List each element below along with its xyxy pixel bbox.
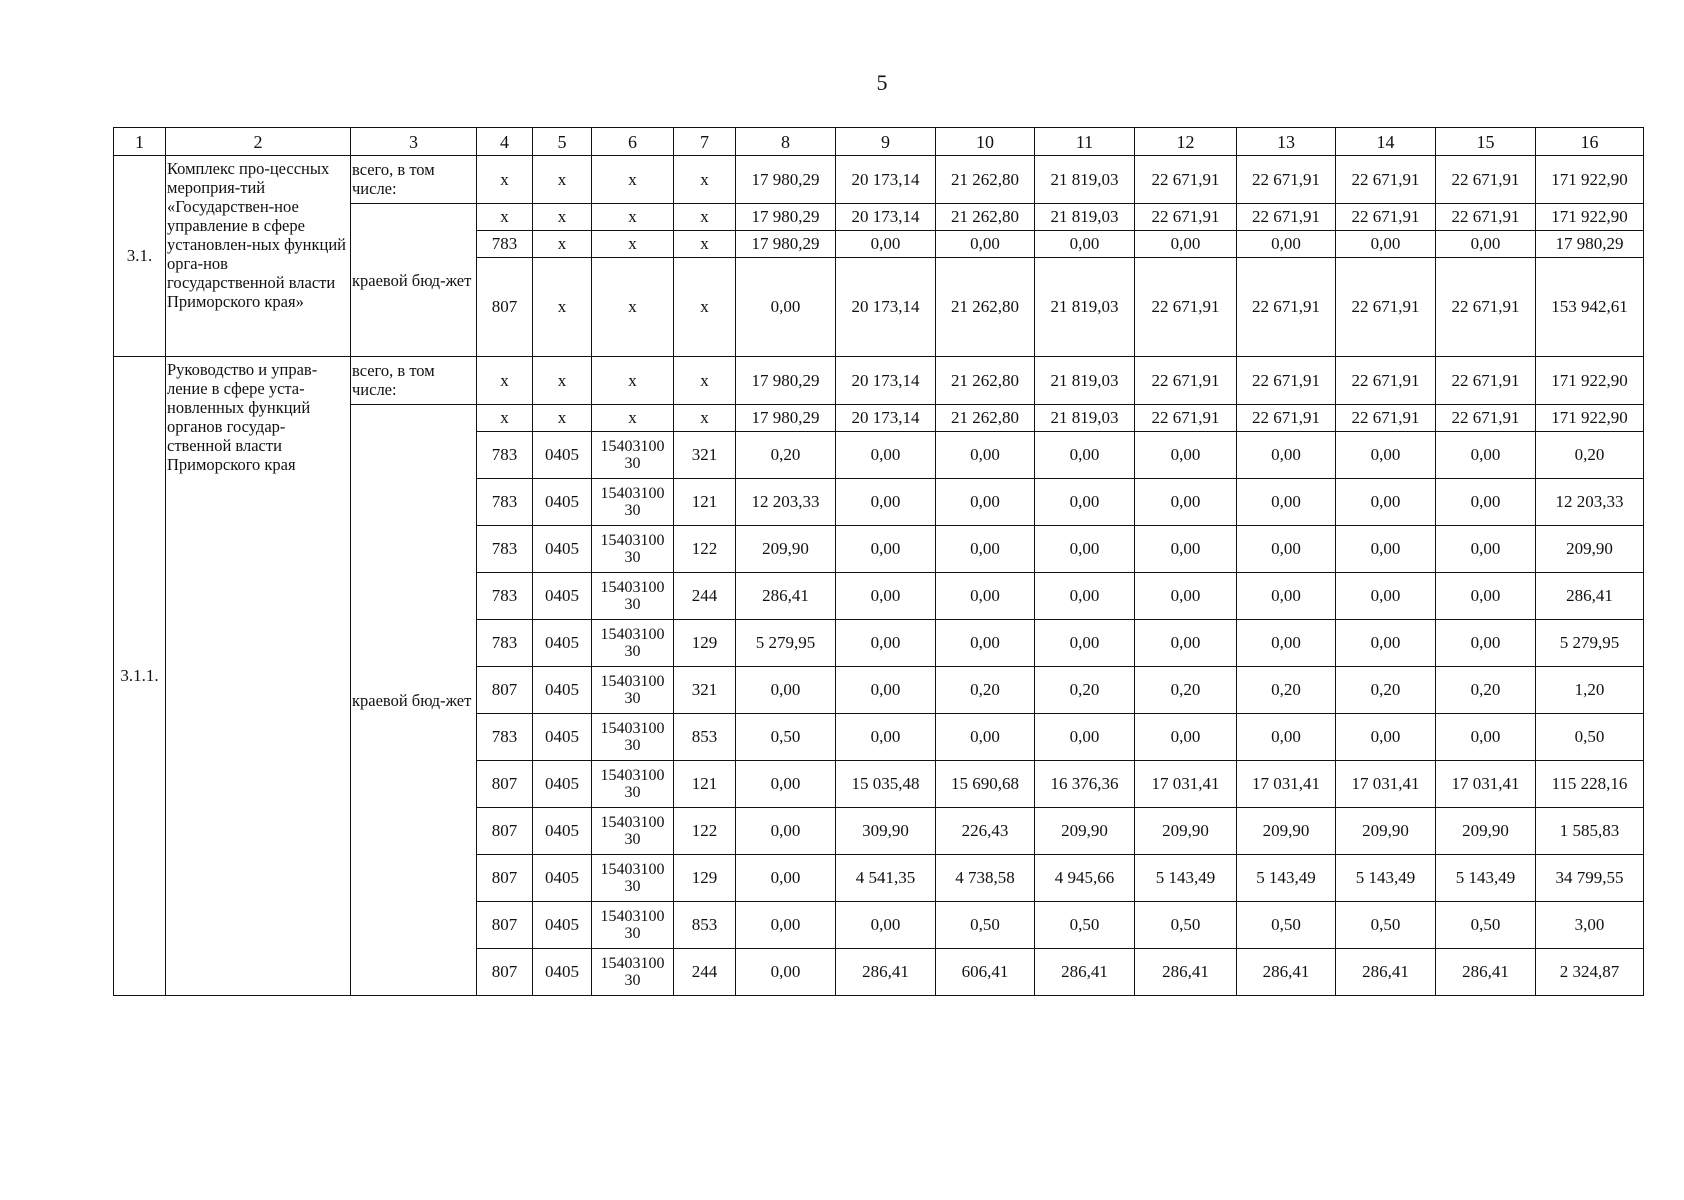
item-number: 3.1.1. (114, 357, 166, 996)
total-col-16: 171 922,90 (1536, 405, 1644, 432)
amount-col-13: 286,41 (1237, 949, 1336, 996)
amount-col-12: 22 671,91 (1135, 156, 1237, 204)
section-code: 0405 (533, 620, 592, 667)
section-code: 0405 (533, 526, 592, 573)
amount-col-15: 0,00 (1436, 231, 1536, 258)
total-col-16: 12 203,33 (1536, 479, 1644, 526)
total-col-16: 171 922,90 (1536, 204, 1644, 231)
amount-col-11: 0,50 (1035, 902, 1135, 949)
header-cell: 8 (736, 128, 836, 156)
section-code: 0405 (533, 855, 592, 902)
header-cell: 13 (1237, 128, 1336, 156)
total-col-16: 286,41 (1536, 573, 1644, 620)
amount-col-15: 22 671,91 (1436, 405, 1536, 432)
table-row (114, 357, 1644, 405)
expense-type: x (674, 258, 736, 357)
amount-col-10: 0,00 (936, 714, 1035, 761)
amount-col-13: 209,90 (1237, 808, 1336, 855)
amount-col-14: 0,00 (1336, 714, 1436, 761)
amount-col-9: 0,00 (836, 620, 936, 667)
amount-col-15: 209,90 (1436, 808, 1536, 855)
amount-col-15: 22 671,91 (1436, 357, 1536, 405)
target-code: 807 (477, 258, 533, 357)
expense-code: x (592, 204, 674, 231)
amount-col-11: 0,00 (1035, 479, 1135, 526)
amount-col-11: 21 819,03 (1035, 405, 1135, 432)
amount-col-15: 0,00 (1436, 620, 1536, 667)
amount-col-13: 22 671,91 (1237, 156, 1336, 204)
header-cell: 3 (351, 128, 477, 156)
expense-type: 244 (674, 573, 736, 620)
expense-code: 15403100 30 (592, 573, 674, 620)
amount-col-14: 22 671,91 (1336, 156, 1436, 204)
amount-col-13: 22 671,91 (1237, 405, 1336, 432)
target-code: 783 (477, 714, 533, 761)
expense-code: x (592, 231, 674, 258)
amount-col-15: 0,00 (1436, 432, 1536, 479)
amount-col-9: 0,00 (836, 479, 936, 526)
amount-col-13: 0,20 (1237, 667, 1336, 714)
total-col-16: 153 942,61 (1536, 258, 1644, 357)
total-col-16: 34 799,55 (1536, 855, 1644, 902)
target-code: 807 (477, 855, 533, 902)
section-code: x (533, 258, 592, 357)
funding-total-label: всего, в том числе: (351, 357, 477, 405)
section-code: x (533, 357, 592, 405)
expense-type: 321 (674, 432, 736, 479)
target-code: 783 (477, 479, 533, 526)
expense-code: x (592, 405, 674, 432)
header-cell: 12 (1135, 128, 1237, 156)
total-col-16: 1,20 (1536, 667, 1644, 714)
amount-col-11: 21 819,03 (1035, 357, 1135, 405)
section-code: 0405 (533, 949, 592, 996)
expense-type: 121 (674, 761, 736, 808)
expense-code: 15403100 30 (592, 667, 674, 714)
amount-col-14: 0,00 (1336, 432, 1436, 479)
target-code: 807 (477, 761, 533, 808)
amount-col-14: 0,20 (1336, 667, 1436, 714)
amount-col-11: 0,00 (1035, 714, 1135, 761)
expense-code: x (592, 357, 674, 405)
header-cell: 5 (533, 128, 592, 156)
total-col-16: 171 922,90 (1536, 156, 1644, 204)
amount-col-8: 0,50 (736, 714, 836, 761)
amount-col-8: 286,41 (736, 573, 836, 620)
amount-col-15: 0,50 (1436, 902, 1536, 949)
amount-col-9: 0,00 (836, 432, 936, 479)
amount-col-11: 0,00 (1035, 620, 1135, 667)
total-col-16: 2 324,87 (1536, 949, 1644, 996)
header-cell: 2 (166, 128, 351, 156)
target-code: 783 (477, 432, 533, 479)
amount-col-8: 12 203,33 (736, 479, 836, 526)
amount-col-13: 0,00 (1237, 714, 1336, 761)
expense-type: 121 (674, 479, 736, 526)
amount-col-11: 4 945,66 (1035, 855, 1135, 902)
amount-col-15: 22 671,91 (1436, 258, 1536, 357)
expense-code: 15403100 30 (592, 949, 674, 996)
amount-col-12: 0,00 (1135, 526, 1237, 573)
amount-col-11: 0,20 (1035, 667, 1135, 714)
section-code: 0405 (533, 432, 592, 479)
expense-type: 122 (674, 808, 736, 855)
expense-type: 853 (674, 902, 736, 949)
amount-col-15: 0,20 (1436, 667, 1536, 714)
amount-col-10: 4 738,58 (936, 855, 1035, 902)
amount-col-15: 0,00 (1436, 714, 1536, 761)
expense-code: 15403100 30 (592, 526, 674, 573)
amount-col-9: 20 173,14 (836, 357, 936, 405)
amount-col-8: 0,00 (736, 902, 836, 949)
header-row (114, 128, 1644, 156)
expense-type: 122 (674, 526, 736, 573)
amount-col-15: 17 031,41 (1436, 761, 1536, 808)
target-code: x (477, 405, 533, 432)
section-code: 0405 (533, 761, 592, 808)
amount-col-9: 0,00 (836, 667, 936, 714)
amount-col-10: 0,00 (936, 231, 1035, 258)
amount-col-11: 21 819,03 (1035, 204, 1135, 231)
expense-type: 244 (674, 949, 736, 996)
header-cell: 6 (592, 128, 674, 156)
section-code: x (533, 405, 592, 432)
amount-col-14: 286,41 (1336, 949, 1436, 996)
amount-col-9: 0,00 (836, 231, 936, 258)
expense-type: 129 (674, 620, 736, 667)
expense-code: 15403100 30 (592, 479, 674, 526)
amount-col-8: 17 980,29 (736, 204, 836, 231)
amount-col-15: 0,00 (1436, 526, 1536, 573)
expense-code: 15403100 30 (592, 432, 674, 479)
amount-col-9: 0,00 (836, 902, 936, 949)
header-cell: 10 (936, 128, 1035, 156)
amount-col-10: 21 262,80 (936, 405, 1035, 432)
amount-col-13: 0,00 (1237, 479, 1336, 526)
expense-code: 15403100 30 (592, 620, 674, 667)
section-code: x (533, 204, 592, 231)
expense-code: x (592, 258, 674, 357)
amount-col-13: 0,50 (1237, 902, 1336, 949)
expense-code: x (592, 156, 674, 204)
expense-type: x (674, 357, 736, 405)
amount-col-9: 20 173,14 (836, 258, 936, 357)
target-code: 783 (477, 231, 533, 258)
amount-col-9: 4 541,35 (836, 855, 936, 902)
expense-type: 129 (674, 855, 736, 902)
amount-col-10: 0,00 (936, 526, 1035, 573)
expense-type: x (674, 405, 736, 432)
table-row (114, 156, 1644, 204)
amount-col-9: 20 173,14 (836, 156, 936, 204)
expense-type: x (674, 204, 736, 231)
target-code: 807 (477, 949, 533, 996)
header-cell: 1 (114, 128, 166, 156)
amount-col-8: 0,00 (736, 667, 836, 714)
amount-col-10: 15 690,68 (936, 761, 1035, 808)
amount-col-10: 0,50 (936, 902, 1035, 949)
amount-col-9: 0,00 (836, 714, 936, 761)
amount-col-10: 21 262,80 (936, 357, 1035, 405)
amount-col-10: 0,00 (936, 620, 1035, 667)
amount-col-12: 0,20 (1135, 667, 1237, 714)
table-body (114, 128, 1644, 996)
amount-col-14: 0,00 (1336, 620, 1436, 667)
amount-col-12: 0,00 (1135, 432, 1237, 479)
amount-col-13: 22 671,91 (1237, 258, 1336, 357)
amount-col-11: 21 819,03 (1035, 258, 1135, 357)
amount-col-10: 0,00 (936, 479, 1035, 526)
amount-col-14: 0,50 (1336, 902, 1436, 949)
target-code: x (477, 204, 533, 231)
amount-col-14: 22 671,91 (1336, 357, 1436, 405)
amount-col-13: 22 671,91 (1237, 357, 1336, 405)
amount-col-13: 17 031,41 (1237, 761, 1336, 808)
amount-col-14: 209,90 (1336, 808, 1436, 855)
amount-col-12: 22 671,91 (1135, 357, 1237, 405)
amount-col-13: 0,00 (1237, 526, 1336, 573)
expense-code: 15403100 30 (592, 855, 674, 902)
amount-col-15: 22 671,91 (1436, 204, 1536, 231)
amount-col-15: 286,41 (1436, 949, 1536, 996)
amount-col-8: 17 980,29 (736, 357, 836, 405)
item-name: Комплекс про-цессных мероприя-тий «Государствен-ное управление в сфере установлен-ных функций орга-нов государственной власти Приморского края» (166, 156, 351, 357)
total-col-16: 209,90 (1536, 526, 1644, 573)
amount-col-14: 0,00 (1336, 526, 1436, 573)
amount-col-11: 0,00 (1035, 432, 1135, 479)
header-cell: 9 (836, 128, 936, 156)
amount-col-9: 15 035,48 (836, 761, 936, 808)
section-code: x (533, 156, 592, 204)
item-number: 3.1. (114, 156, 166, 357)
header-cell: 14 (1336, 128, 1436, 156)
expense-code: 15403100 30 (592, 808, 674, 855)
total-col-16: 171 922,90 (1536, 357, 1644, 405)
amount-col-9: 309,90 (836, 808, 936, 855)
total-col-16: 3,00 (1536, 902, 1644, 949)
section-code: x (533, 231, 592, 258)
target-code: 783 (477, 620, 533, 667)
header-cell: 11 (1035, 128, 1135, 156)
target-code: 783 (477, 526, 533, 573)
amount-col-12: 0,00 (1135, 573, 1237, 620)
amount-col-13: 22 671,91 (1237, 204, 1336, 231)
amount-col-12: 5 143,49 (1135, 855, 1237, 902)
target-code: x (477, 357, 533, 405)
total-col-16: 0,50 (1536, 714, 1644, 761)
section-code: 0405 (533, 479, 592, 526)
target-code: x (477, 156, 533, 204)
amount-col-10: 606,41 (936, 949, 1035, 996)
amount-col-12: 0,00 (1135, 620, 1237, 667)
amount-col-9: 286,41 (836, 949, 936, 996)
amount-col-10: 21 262,80 (936, 204, 1035, 231)
amount-col-14: 17 031,41 (1336, 761, 1436, 808)
amount-col-9: 20 173,14 (836, 204, 936, 231)
header-cell: 15 (1436, 128, 1536, 156)
amount-col-14: 22 671,91 (1336, 204, 1436, 231)
amount-col-13: 0,00 (1237, 231, 1336, 258)
expense-code: 15403100 30 (592, 902, 674, 949)
expense-type: x (674, 156, 736, 204)
item-name: Руководство и управ-ление в сфере уста-новленных функций органов государ-ственной власти Приморского края (166, 357, 351, 996)
section-code: 0405 (533, 573, 592, 620)
amount-col-11: 209,90 (1035, 808, 1135, 855)
amount-col-8: 0,20 (736, 432, 836, 479)
amount-col-12: 22 671,91 (1135, 258, 1237, 357)
amount-col-13: 5 143,49 (1237, 855, 1336, 902)
amount-col-11: 21 819,03 (1035, 156, 1135, 204)
amount-col-15: 5 143,49 (1436, 855, 1536, 902)
amount-col-8: 0,00 (736, 761, 836, 808)
amount-col-12: 0,00 (1135, 479, 1237, 526)
amount-col-11: 0,00 (1035, 573, 1135, 620)
amount-col-12: 0,50 (1135, 902, 1237, 949)
section-code: 0405 (533, 902, 592, 949)
section-code: 0405 (533, 667, 592, 714)
amount-col-14: 0,00 (1336, 479, 1436, 526)
amount-col-8: 0,00 (736, 258, 836, 357)
section-code: 0405 (533, 808, 592, 855)
amount-col-12: 0,00 (1135, 231, 1237, 258)
amount-col-13: 0,00 (1237, 432, 1336, 479)
amount-col-8: 0,00 (736, 949, 836, 996)
amount-col-12: 22 671,91 (1135, 204, 1237, 231)
amount-col-11: 16 376,36 (1035, 761, 1135, 808)
header-cell: 4 (477, 128, 533, 156)
funding-source-label: краевой бюд-жет (351, 204, 477, 357)
expense-code: 15403100 30 (592, 714, 674, 761)
amount-col-8: 5 279,95 (736, 620, 836, 667)
section-code: 0405 (533, 714, 592, 761)
amount-col-10: 21 262,80 (936, 156, 1035, 204)
amount-col-14: 0,00 (1336, 231, 1436, 258)
amount-col-13: 0,00 (1237, 620, 1336, 667)
amount-col-10: 0,20 (936, 667, 1035, 714)
amount-col-14: 22 671,91 (1336, 258, 1436, 357)
amount-col-12: 209,90 (1135, 808, 1237, 855)
total-col-16: 5 279,95 (1536, 620, 1644, 667)
funding-source-label: краевой бюд-жет (351, 405, 477, 996)
amount-col-15: 0,00 (1436, 479, 1536, 526)
target-code: 807 (477, 808, 533, 855)
amount-col-15: 0,00 (1436, 573, 1536, 620)
amount-col-10: 21 262,80 (936, 258, 1035, 357)
total-col-16: 17 980,29 (1536, 231, 1644, 258)
amount-col-9: 0,00 (836, 573, 936, 620)
amount-col-8: 17 980,29 (736, 156, 836, 204)
total-col-16: 0,20 (1536, 432, 1644, 479)
funding-total-label: всего, в том числе: (351, 156, 477, 204)
amount-col-8: 17 980,29 (736, 405, 836, 432)
budget-table (113, 127, 1644, 996)
expense-code: 15403100 30 (592, 761, 674, 808)
expense-type: x (674, 231, 736, 258)
total-col-16: 1 585,83 (1536, 808, 1644, 855)
amount-col-8: 0,00 (736, 808, 836, 855)
amount-col-14: 22 671,91 (1336, 405, 1436, 432)
expense-type: 853 (674, 714, 736, 761)
amount-col-12: 286,41 (1135, 949, 1237, 996)
target-code: 807 (477, 667, 533, 714)
amount-col-10: 0,00 (936, 573, 1035, 620)
header-cell: 16 (1536, 128, 1644, 156)
total-col-16: 115 228,16 (1536, 761, 1644, 808)
amount-col-11: 0,00 (1035, 526, 1135, 573)
amount-col-13: 0,00 (1237, 573, 1336, 620)
page-number: 5 (876, 70, 888, 95)
amount-col-10: 226,43 (936, 808, 1035, 855)
amount-col-9: 0,00 (836, 526, 936, 573)
amount-col-10: 0,00 (936, 432, 1035, 479)
amount-col-9: 20 173,14 (836, 405, 936, 432)
amount-col-12: 0,00 (1135, 714, 1237, 761)
amount-col-15: 22 671,91 (1436, 156, 1536, 204)
amount-col-8: 17 980,29 (736, 231, 836, 258)
amount-col-12: 22 671,91 (1135, 405, 1237, 432)
amount-col-8: 0,00 (736, 855, 836, 902)
amount-col-8: 209,90 (736, 526, 836, 573)
amount-col-12: 17 031,41 (1135, 761, 1237, 808)
amount-col-11: 0,00 (1035, 231, 1135, 258)
header-cell: 7 (674, 128, 736, 156)
amount-col-14: 5 143,49 (1336, 855, 1436, 902)
amount-col-14: 0,00 (1336, 573, 1436, 620)
target-code: 783 (477, 573, 533, 620)
target-code: 807 (477, 902, 533, 949)
expense-type: 321 (674, 667, 736, 714)
amount-col-11: 286,41 (1035, 949, 1135, 996)
